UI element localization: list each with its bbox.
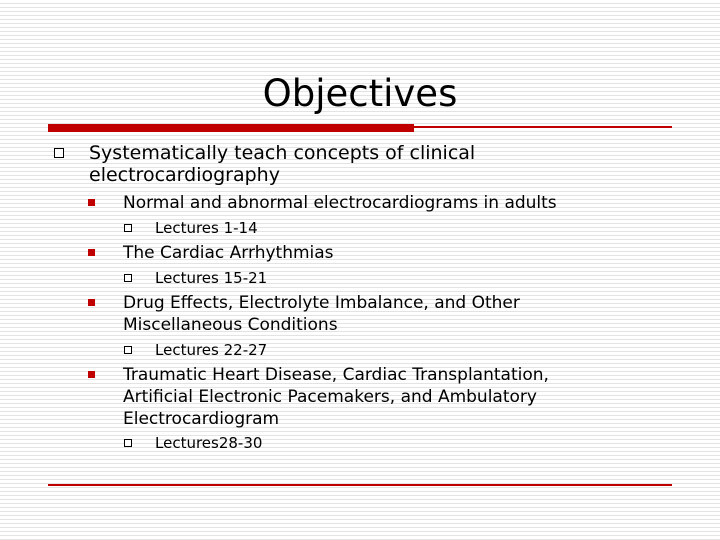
- subtopic-text: The Cardiac Arrhythmias: [123, 243, 334, 263]
- hollow-square-bullet-icon: [54, 148, 64, 158]
- slide-title: Objectives: [262, 72, 458, 115]
- lecture-range-text: Lectures 22-27: [155, 341, 268, 359]
- subtopic-item: [88, 242, 334, 264]
- subtopic-text: Drug Effects, Electrolyte Imbalance, and Other Miscellaneous Conditions: [123, 293, 520, 335]
- subtopic-item: [88, 192, 557, 214]
- lecture-range-text: Lectures 1-14: [155, 219, 258, 237]
- footer-divider: [48, 484, 672, 486]
- lecture-range-item: [124, 340, 267, 360]
- filled-square-bullet-icon: [88, 299, 95, 306]
- title-underline-thin: [414, 126, 672, 128]
- lecture-range-text: Lectures28-30: [155, 434, 263, 452]
- filled-square-bullet-icon: [88, 199, 95, 206]
- lecture-range-item: [124, 218, 258, 238]
- title-underline-thick: [48, 124, 414, 132]
- objective-text: Systematically teach concepts of clinical electrocardiography: [89, 142, 476, 186]
- subtopic-text: Traumatic Heart Disease, Cardiac Transplantation, Artificial Electronic Pacemakers, and Ambulatory Electrocardiogram: [123, 365, 549, 429]
- hollow-square-bullet-icon: [124, 346, 132, 354]
- filled-square-bullet-icon: [88, 371, 95, 378]
- lecture-range-text: Lectures 15-21: [155, 269, 268, 287]
- lecture-range-item: [124, 433, 262, 453]
- subtopic-item: [88, 292, 520, 336]
- hollow-square-bullet-icon: [124, 439, 132, 447]
- subtopic-item: [88, 364, 549, 430]
- hollow-square-bullet-icon: [124, 224, 132, 232]
- lecture-range-item: [124, 268, 267, 288]
- hollow-square-bullet-icon: [124, 274, 132, 282]
- objective-item: [54, 142, 475, 186]
- filled-square-bullet-icon: [88, 249, 95, 256]
- subtopic-text: Normal and abnormal electrocardiograms in adults: [123, 193, 557, 213]
